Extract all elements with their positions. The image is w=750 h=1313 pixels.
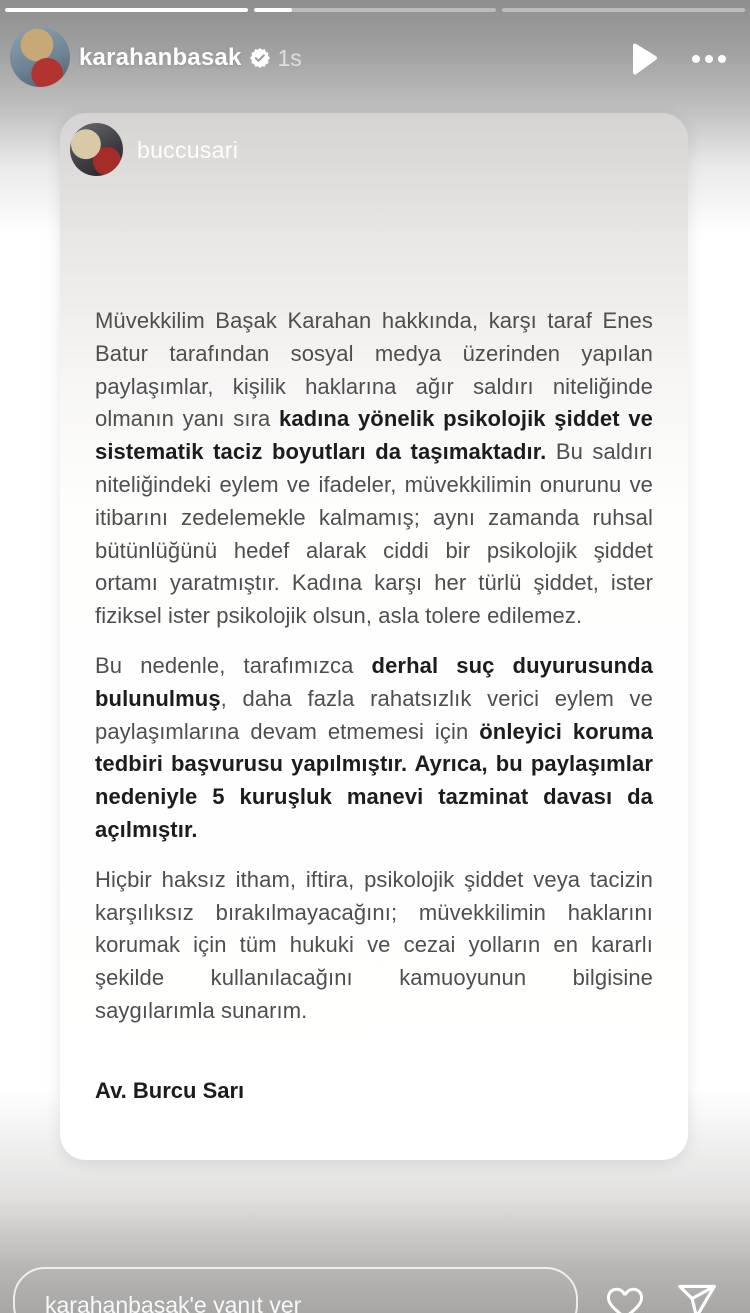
- post-author-avatar[interactable]: [70, 123, 123, 176]
- story-author-avatar[interactable]: [10, 27, 70, 87]
- more-options-button[interactable]: [692, 42, 726, 76]
- play-button[interactable]: [630, 43, 658, 75]
- ellipsis-dot: [718, 55, 726, 63]
- post-author-username[interactable]: buccusari: [137, 137, 239, 163]
- shared-post-card[interactable]: [60, 113, 688, 1160]
- share-icon[interactable]: [676, 1281, 718, 1313]
- verified-badge-icon: [250, 48, 270, 68]
- reply-input[interactable]: [43, 1291, 527, 1313]
- story-author-username[interactable]: karahanbasak: [79, 44, 242, 71]
- heart-icon[interactable]: [605, 1283, 645, 1313]
- statement-paragraph: Hiçbir haksız itham, iftira, psikolojik şiddet veya tacizin karşılıksız bırakılmayacağını; müvekkilimin haklarını korumak için tüm hukuki ve cezai yolların en kararlı şekilde kullanılacağını kamuoyunun bilgisine saygılarımla sunarım.: [95, 866, 653, 1023]
- statement-paragraph: Müvekkilim Başak Karahan hakkında, karşı taraf Enes Batur tarafından sosyal medya üzerinden yapılan paylaşımlar, kişilik haklarına ağır saldırı niteliğinde olmanın yanı sıra kadına yönelik psikolojik şiddet ve sistematik taciz boyutları da taşımaktadır. Bu saldırı niteliğindeki eylem ve ifadeler, müvekkilimin onurunu ve itibarını zedelemekle kalmamış; aynı zamanda ruhsal bütünlüğünü hedef alarak ciddi bir psikolojik şiddet ortamı yaratmıştır. Kadına karşı her türlü şiddet, ister fiziksel ister psikolojik olsun, asla tolere edilemez.: [95, 308, 653, 629]
- statement-signature: Av. Burcu Sarı: [95, 1078, 245, 1103]
- story-timestamp: 1s: [277, 44, 302, 71]
- progress-segment: [502, 8, 745, 12]
- progress-segment: [5, 8, 248, 12]
- statement-paragraph: Bu nedenle, tarafımızca derhal suç duyurusunda bulunulmuş, daha fazla rahatsızlık verici eylem ve paylaşımlarına devam etmemesi için önleyici koruma tedbiri başvurusu yapılmıştır. Ayrıca, bu paylaşımlar nedeniyle 5 kuruşluk manevi tazminat davası da açılmıştır.: [95, 652, 653, 842]
- story-progress-bars: [5, 8, 745, 12]
- reply-input-container[interactable]: [13, 1267, 578, 1313]
- ellipsis-dot: [705, 55, 713, 63]
- progress-segment: [254, 8, 497, 12]
- statement-text: [95, 305, 653, 1045]
- ellipsis-dot: [692, 55, 700, 63]
